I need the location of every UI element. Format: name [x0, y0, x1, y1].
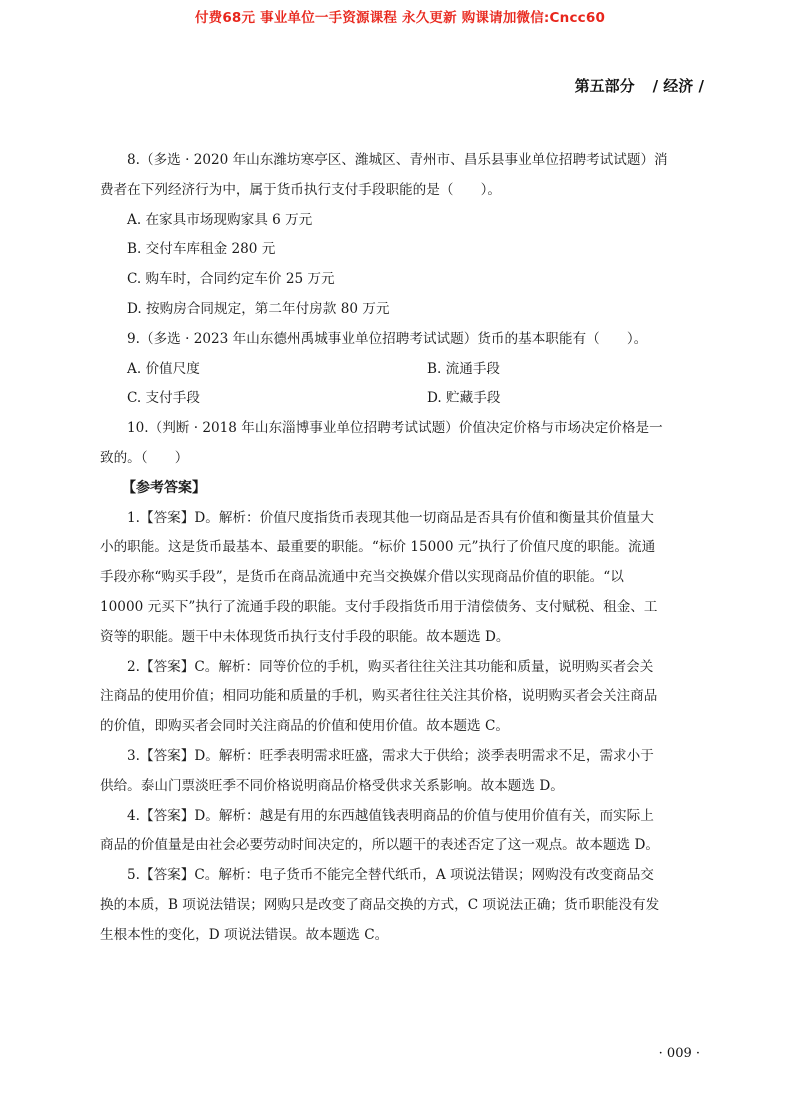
answer-1-line: 手段亦称“购买手段”，是货币在商品流通中充当交换媒介借以实现商品价值的职能。“以 [100, 569, 624, 586]
answer-1-line: 10000 元买下”执行了流通手段的职能。支付手段指货币用于清偿债务、支付赋税、租金、工 [100, 598, 658, 615]
question-9-options-row2 [100, 384, 704, 414]
answer-5-line: 5.【答案】C。解析：电子货币不能完全替代纸币，A 项说法错误；网购没有改变商品交 [127, 867, 654, 884]
answer-3-line: 3.【答案】D。解析：旺季表明需求旺盛，需求大于供给；淡季表明需求不足，需求小于 [127, 747, 654, 764]
question-8-option-a: A. 在家具市场现购家具 6 万元 [127, 211, 313, 228]
answer-2-line: 注商品的使用价值；相同功能和质量的手机，购买者往往关注其价格，说明购买者会关注商品 [100, 688, 658, 705]
section-header [575, 75, 704, 96]
question-9-options-row1 [100, 355, 704, 385]
question-9-option-b: B. 流通手段 [427, 360, 501, 377]
question-8-stem-line2: 费者在下列经济行为中，属于货币执行支付手段职能的是（ ）。 [100, 181, 502, 198]
question-8-option-b: B. 交付车库租金 280 元 [127, 241, 276, 258]
answer-5-line: 生根本性的变化，D 项说法错误。故本题选 C。 [100, 926, 389, 943]
question-8-option-c: C. 购车时，合同约定车价 25 万元 [127, 271, 335, 288]
question-10-stem-line1: 10.（判断 · 2018 年山东淄博事业单位招聘考试试题）价值决定价格与市场决定价格是一 [127, 420, 663, 437]
section-part: 第五部分 [574, 77, 635, 95]
answer-3-line: 供给。泰山门票淡旺季不同价格说明商品价格受供求关系影响。故本题选 D。 [100, 777, 564, 794]
page-content [100, 146, 704, 951]
question-9-stem: 9.（多选 · 2023 年山东德州禹城事业单位招聘考试试题）货币的基本职能有（ ）。 [127, 330, 648, 347]
question-8-option-d: D. 按购房合同规定，第二年付房款 80 万元 [127, 300, 390, 317]
answer-1-line: 1.【答案】D。解析：价值尺度指货币表现其他一切商品是否具有价值和衡量其价值量大 [127, 509, 654, 526]
question-8-stem-line1: 8.（多选 · 2020 年山东潍坊寒亭区、潍城区、青州市、昌乐县事业单位招聘考试试题）消 [127, 152, 668, 168]
page-number: · 009 · [658, 1046, 700, 1061]
answer-1-line: 资等的职能。题干中未体现货币执行支付手段的职能。故本题选 D。 [100, 628, 510, 645]
answer-2-line: 2.【答案】C。解析：同等价位的手机，购买者往往关注其功能和质量，说明购买者会关 [127, 658, 654, 675]
promo-banner: 付费68元 事业单位一手资源课程 永久更新 购课请加微信:Cncc60 [194, 10, 606, 26]
answer-2-line: 的价值，即购买者会同时关注商品的价值和使用价值。故本题选 C。 [100, 718, 509, 735]
answer-4-line: 商品的价值量是由社会必要劳动时间决定的，所以题干的表述否定了这一观点。故本题选 D。 [100, 837, 659, 854]
question-9-option-d: D. 贮藏手段 [427, 390, 501, 407]
answer-4-line: 4.【答案】D。解析：越是有用的东西越值钱表明商品的价值与使用价值有关，而实际上 [127, 807, 654, 824]
question-9-option-c: C. 支付手段 [127, 390, 200, 407]
section-subject: / 经济 / [652, 77, 704, 95]
question-9-option-a: A. 价值尺度 [127, 360, 200, 377]
answers-heading: 【参考答案】 [122, 479, 206, 496]
answer-5-line: 换的本质，B 项说法错误；网购只是改变了商品交换的方式，C 项说法正确；货币职能没有发 [100, 896, 660, 913]
answer-1-line: 小的职能。这是货币最基本、最重要的职能。“标价 15000 元”执行了价值尺度的职能。流通 [100, 539, 656, 556]
question-10-stem-line2: 致的。（ ） [100, 449, 189, 466]
